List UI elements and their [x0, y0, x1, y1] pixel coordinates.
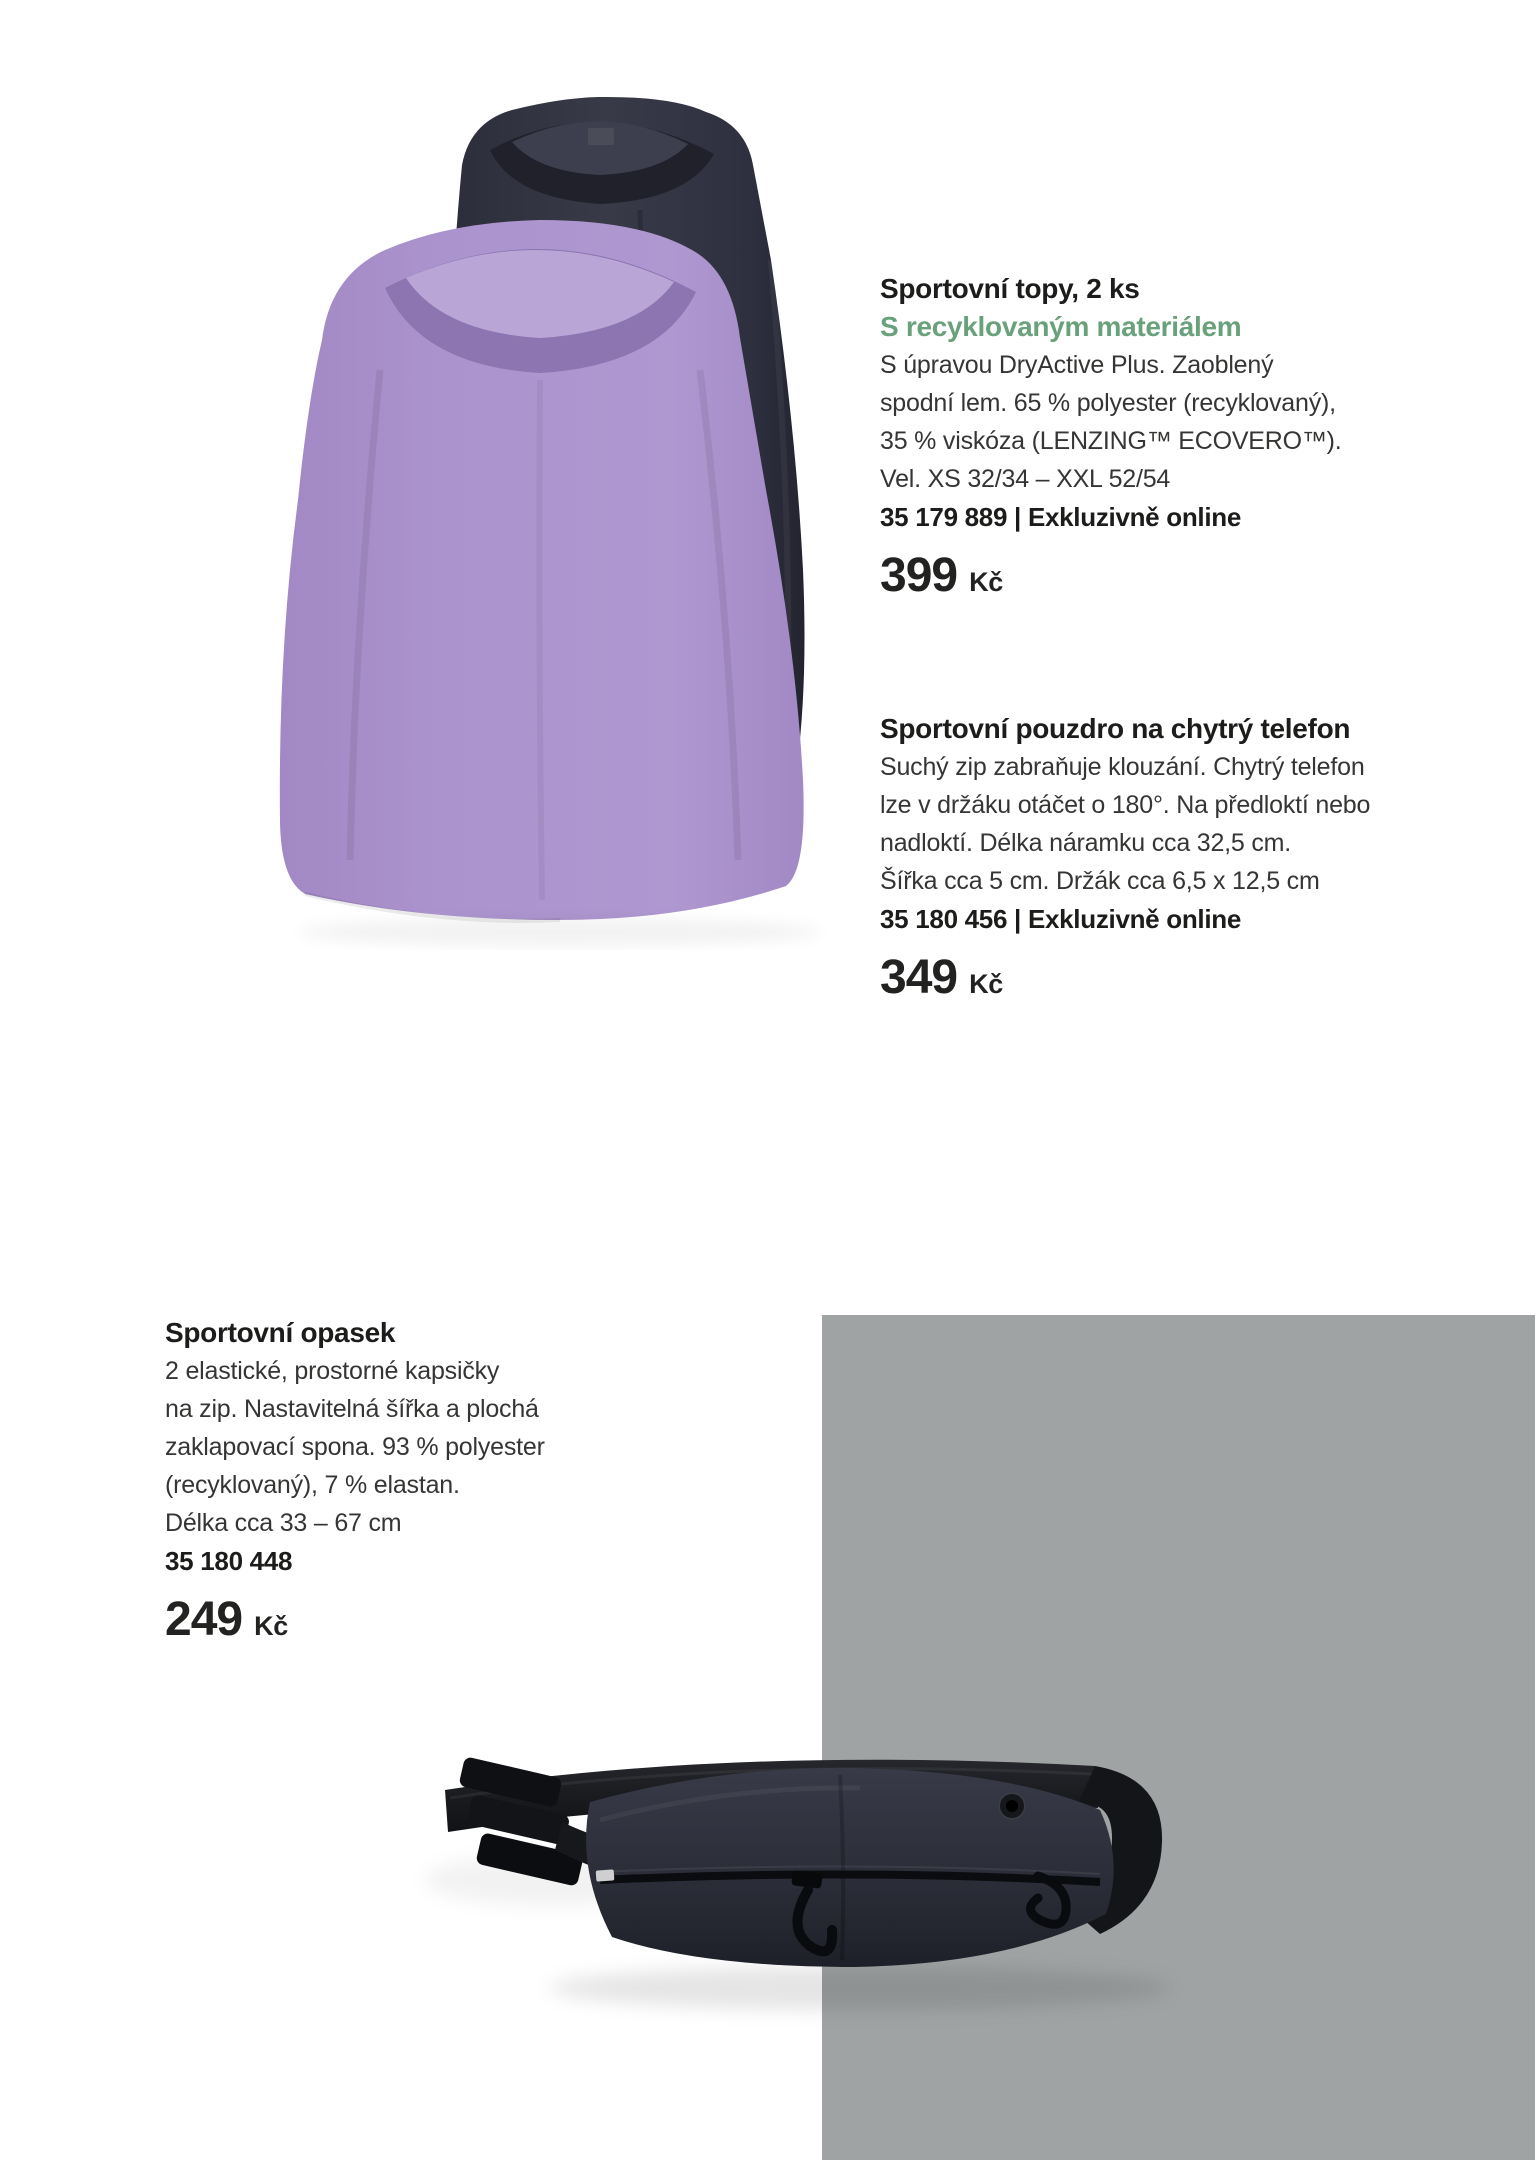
price-amount: 349 — [880, 951, 958, 1004]
product-title: Sportovní topy, 2 ks — [880, 273, 1140, 304]
belt-bag-pouch — [586, 1768, 1114, 1967]
order-number-line: 35 179 889 | Exkluzivně online — [880, 502, 1242, 532]
belt-bag-image — [300, 1640, 1210, 2030]
product-block-sportovni-pouzdro — [880, 710, 1480, 1004]
description-line: 35 % viskóza (LENZING™ ECOVERO™). — [880, 427, 1342, 455]
product-title: Sportovní pouzdro na chytrý telefon — [880, 713, 1351, 744]
tank-tops-illustration — [140, 70, 850, 950]
tops-shadow — [300, 918, 820, 946]
price-currency: Kč — [254, 1611, 289, 1641]
headphone-eyelet — [998, 1792, 1026, 1820]
price — [880, 550, 1440, 602]
description-line: S úpravou DryActive Plus. Zaoblený — [880, 351, 1274, 379]
product-block-sportovni-opasek — [165, 1314, 685, 1646]
product-title: Sportovní opasek — [165, 1317, 396, 1348]
bag-shadow — [550, 1966, 1170, 2010]
purple-tank-top — [280, 220, 804, 921]
eco-highlight: S recyklovaným materiálem — [880, 311, 1242, 342]
price-currency: Kč — [969, 567, 1004, 597]
zipper-end — [596, 1869, 615, 1881]
description-line: lze v držáku otáčet o 180°. Na předloktí nebo — [880, 791, 1371, 819]
product-block-sportovni-topy — [880, 270, 1440, 602]
description-line: Šířka cca 5 cm. Držák cca 6,5 x 12,5 cm — [880, 867, 1320, 895]
price — [880, 952, 1480, 1004]
price-amount: 249 — [165, 1593, 243, 1646]
description-line: spodní lem. 65 % polyester (recyklovaný), — [880, 389, 1336, 417]
tank-tops-image — [140, 70, 850, 950]
description-line: nadloktí. Délka náramku cca 32,5 cm. — [880, 829, 1292, 857]
price — [165, 1594, 685, 1646]
description-line: na zip. Nastavitelná šířka a plochá — [165, 1395, 539, 1423]
description-line: Délka cca 33 – 67 cm — [165, 1509, 402, 1537]
description-line: 2 elastické, prostorné kapsičky — [165, 1357, 500, 1385]
order-number-line: 35 180 456 | Exkluzivně online — [880, 904, 1242, 934]
belt-bag-illustration — [300, 1640, 1210, 2030]
description-line: zaklapovací spona. 93 % polyester — [165, 1433, 545, 1461]
order-number-line: 35 180 448 — [165, 1546, 293, 1576]
description-line: Suchý zip zabraňuje klouzání. Chytrý telefon — [880, 753, 1365, 781]
description-line: (recyklovaný), 7 % elastan. — [165, 1471, 460, 1499]
price-amount: 399 — [880, 549, 958, 602]
description-line: Vel. XS 32/34 – XXL 52/54 — [880, 465, 1171, 493]
price-currency: Kč — [969, 969, 1004, 999]
